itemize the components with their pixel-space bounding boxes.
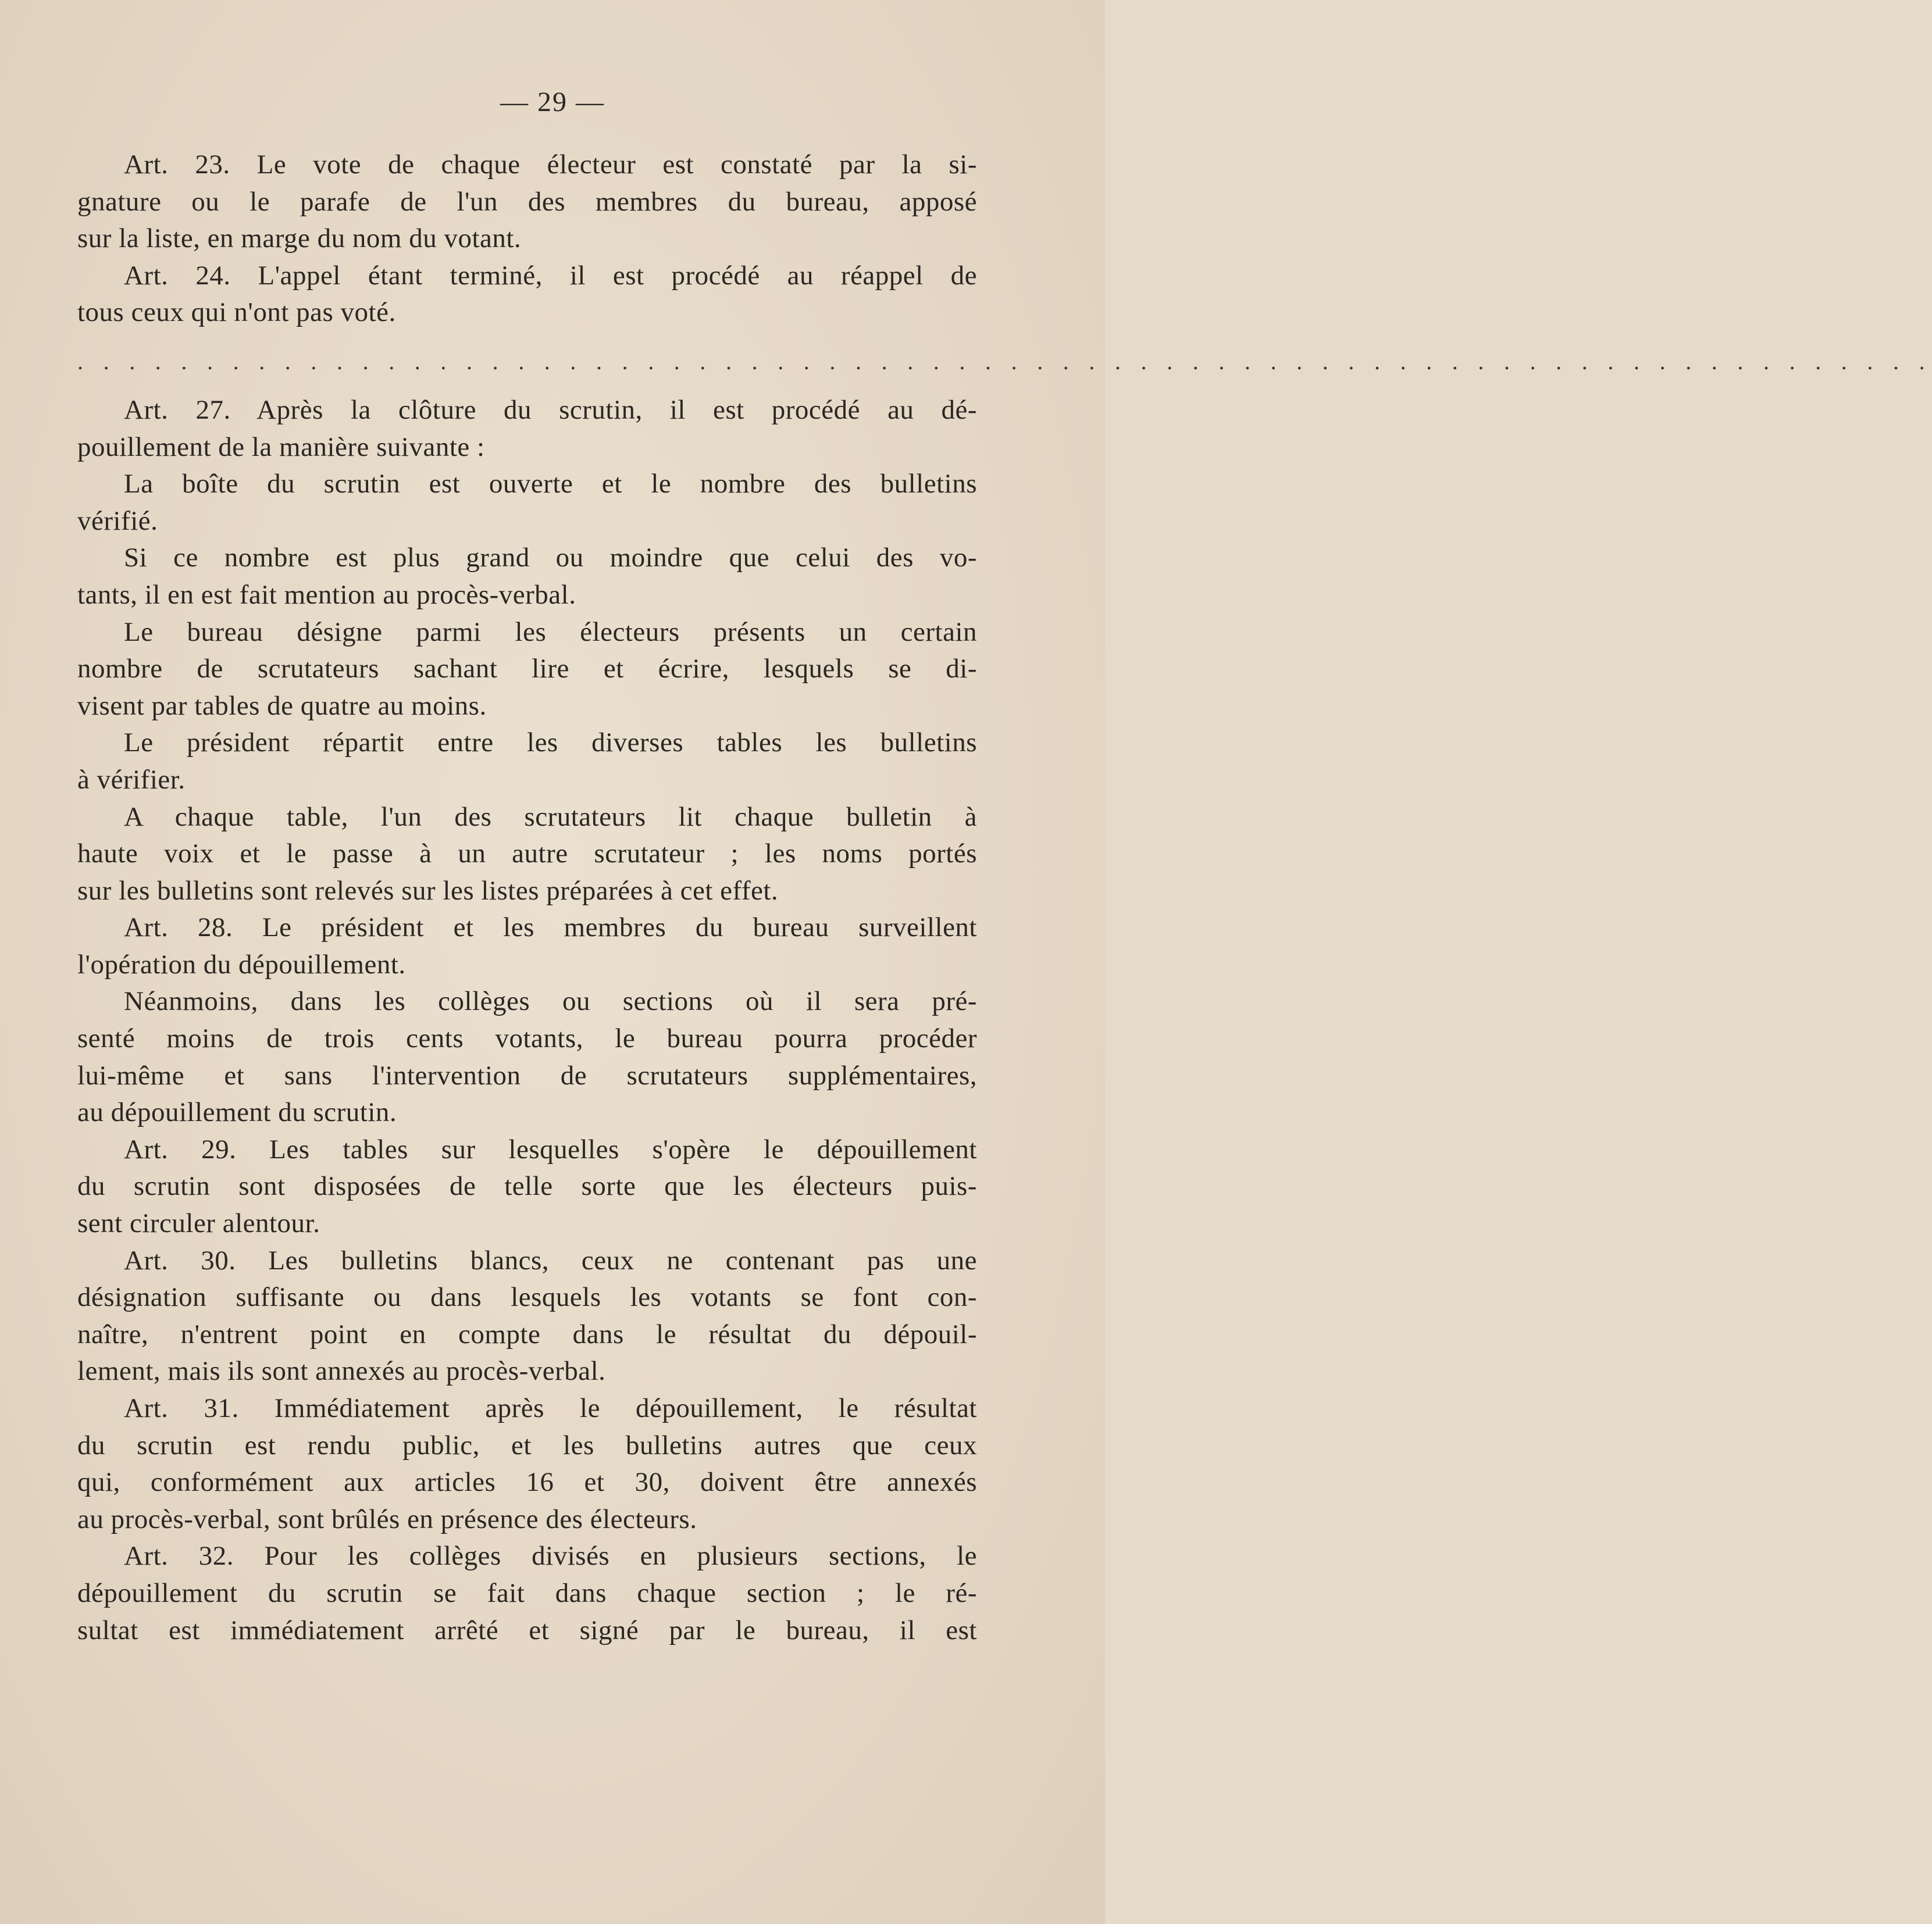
text-line: Art. 28. Le président et les membres du bureau surveillent: [124, 912, 977, 943]
text-line: du scrutin est rendu public, et les bulletins autres que ceux: [77, 1430, 977, 1461]
text-line: désignation suffisante ou dans lesquels les votants se font con-: [77, 1282, 977, 1313]
text-line: vérifié.: [77, 505, 158, 536]
text-line: Art. 23. Le vote de chaque électeur est constaté par la si-: [124, 149, 977, 180]
text-line: Art. 30. Les bulletins blancs, ceux ne contenant pas une: [124, 1245, 977, 1276]
paragraph-art-23: [77, 147, 977, 258]
text-line: Le bureau désigne parmi les électeurs présents un certain: [124, 616, 977, 647]
text-line: tants, il en est fait mention au procès-verbal.: [77, 579, 576, 610]
paragraph-art-32: [77, 1538, 977, 1649]
text-line: l'opération du dépouillement.: [77, 949, 406, 980]
paragraph: [77, 724, 977, 798]
text-line: qui, conformément aux articles 16 et 30, doivent être annexés: [77, 1467, 977, 1498]
text-line: sur la liste, en marge du nom du votant.: [77, 223, 522, 254]
text-line: nombre de scrutateurs sachant lire et écrire, lesquels se di-: [77, 654, 977, 684]
text-line: La boîte du scrutin est ouverte et le nombre des bulletins: [124, 469, 977, 499]
text-line: Néanmoins, dans les collèges ou sections où il sera pré-: [124, 986, 977, 1017]
text-line: tous ceux qui n'ont pas voté.: [77, 297, 396, 328]
text-line: au procès-verbal, sont brûlés en présence des électeurs.: [77, 1504, 697, 1534]
text-line: à vérifier.: [77, 764, 186, 795]
paragraph: [77, 799, 977, 910]
text-line: gnature ou le parafe de l'un des membres du bureau, apposé: [77, 186, 977, 217]
text-line: naître, n'entrent point en compte dans le résultat du dépouil-: [77, 1319, 977, 1350]
text-line: du scrutin sont disposées de telle sorte que les électeurs puis-: [77, 1171, 977, 1202]
text-line: sur les bulletins sont relevés sur les listes préparées à cet effet.: [77, 875, 779, 906]
text-line: sultat est immédiatement arrêté et signé par le bureau, il est: [77, 1615, 977, 1645]
text-line: Si ce nombre est plus grand ou moindre que celui des vo-: [124, 542, 977, 573]
paragraph-art-27: [77, 392, 977, 466]
text-line: Art. 29. Les tables sur lesquelles s'opère le dépouillement: [124, 1134, 977, 1165]
text-line: au dépouillement du scrutin.: [77, 1097, 397, 1128]
text-line: lement, mais ils sont annexés au procès-verbal.: [77, 1356, 606, 1387]
text-line: A chaque table, l'un des scrutateurs lit chaque bulletin à: [124, 801, 977, 832]
text-line: sent circuler alentour.: [77, 1208, 320, 1239]
paragraph-art-31: [77, 1390, 977, 1538]
paragraph-art-28: [77, 909, 977, 983]
text-line: senté moins de trois cents votants, le bureau pourra procéder: [77, 1023, 977, 1054]
paragraph-art-24: [77, 258, 977, 331]
text-line: dépouillement du scrutin se fait dans chaque section ; le ré-: [77, 1577, 977, 1608]
text-line: Art. 31. Immédiatement après le dépouillement, le résultat: [124, 1393, 977, 1423]
paragraph: [77, 466, 977, 540]
paragraph: [77, 983, 977, 1131]
text-line: Le président répartit entre les diverses tables les bulletins: [124, 727, 977, 758]
text-line: haute voix et le passe à un autre scrutateur ; les noms portés: [77, 838, 977, 869]
text-line: visent par tables de quatre au moins.: [77, 690, 487, 721]
text-line: Art. 24. L'appel étant terminé, il est procédé au réappel de: [124, 260, 977, 291]
page-number: — 29 —: [500, 87, 605, 117]
text-line: pouillement de la manière suivante :: [77, 431, 485, 462]
paragraph: [77, 540, 977, 613]
text-line: lui-même et sans l'intervention de scrutateurs supplémentaires,: [77, 1060, 977, 1091]
text-line: Art. 32. Pour les collèges divisés en plusieurs sections, le: [124, 1541, 977, 1572]
ellipsis-separator: . . . . . . . . . . . . . . . . . . . . . . . . . . . . . . . . . . . . . . . . . . . . . . . . . . . . . . . . . . . . . . . . . . . . . . . .: [77, 348, 1932, 375]
paragraph-art-30: [77, 1243, 977, 1390]
text-line: Art. 27. Après la clôture du scrutin, il est procédé au dé-: [124, 394, 977, 425]
paragraph: [77, 614, 977, 725]
paragraph-art-29: [77, 1131, 977, 1243]
page-body: [77, 147, 1932, 1649]
